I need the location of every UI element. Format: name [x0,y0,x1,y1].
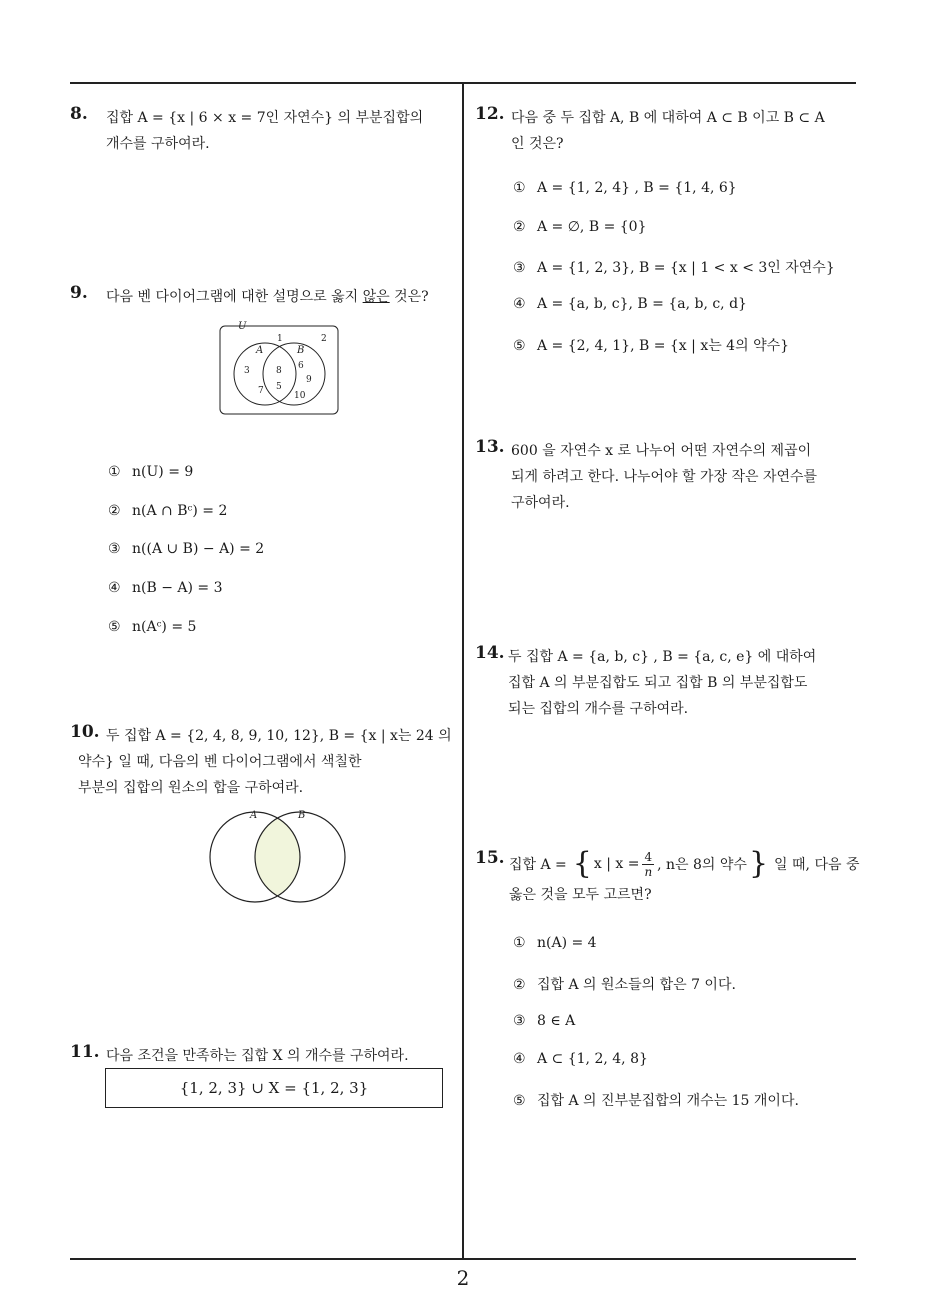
choice-mark: ② [513,219,526,235]
left-brace: { [572,846,592,881]
choice-text: n(Aᶜ) = 5 [132,619,197,635]
question-text-line: 되게 하려고 한다. 나누어야 할 가장 작은 자연수를 [511,469,818,485]
choice-mark: ② [513,977,526,993]
question-number: 11. [70,1042,100,1062]
question-text-part: 것은? [389,289,429,305]
set-b-label: B [298,810,306,821]
question-15-line1 [509,846,859,882]
choice-item[interactable] [108,464,193,480]
fraction [642,850,654,879]
choice-text: n((A ∪ B) − A) = 2 [132,541,265,557]
choice-item[interactable] [108,503,227,519]
question-number: 10. [70,722,100,742]
venn-element: 2 [321,334,327,344]
choice-text: n(A ∩ Bᶜ) = 2 [132,503,228,519]
choice-mark: ⑤ [108,619,121,635]
choice-mark: ⑤ [513,338,526,354]
question-number: 15. [475,848,505,868]
set-builder-right: , n은 8의 약수 [657,857,747,873]
choice-text: A = {1, 2, 3}, B = {x | 1 < x < 3인 자연수} [537,260,835,276]
question-text-part: 다음 벤 다이어그램에 대한 설명으로 옳지 [106,289,363,305]
question-text-line: 되는 집합의 개수를 구하여라. [508,701,689,717]
question-text [78,723,452,801]
question-text-line: 인 것은? [511,136,564,152]
choice-item[interactable] [513,257,835,277]
choice-mark: ③ [108,541,121,557]
choice-mark: ⑤ [513,1093,526,1109]
page-number: 2 [456,1266,470,1290]
question-text [106,105,423,157]
question-number: 12. [475,104,505,124]
choice-text: n(A) = 4 [537,935,597,951]
question-text-line: 다음 중 두 집합 A, B 에 대하여 A ⊂ B 이고 B ⊂ A [511,110,825,126]
venn-diagram-q9 [218,318,342,418]
fraction-denominator: n [644,864,653,879]
choice-mark: ④ [513,1051,526,1067]
choice-item[interactable] [108,580,223,596]
choice-item[interactable] [513,935,597,951]
choice-mark: ④ [513,296,526,312]
choice-item[interactable] [108,619,196,635]
question-text-line: 600 을 자연수 x 로 나누어 어떤 자연수의 제곱이 [511,443,812,459]
choice-text: n(B − A) = 3 [132,580,223,596]
set-a-label: A [256,345,264,356]
question-text [508,644,816,722]
choice-text: 집합 A 의 진부분집합의 개수는 15 개이다. [537,1093,799,1109]
choice-text: n(U) = 9 [132,464,194,480]
choice-mark: ② [108,503,121,519]
venn-element: 9 [306,375,312,385]
venn-element: 8 [276,366,282,376]
choice-item[interactable] [513,180,737,196]
question-number: 14. [475,643,505,663]
question-number: 9. [70,283,88,303]
right-brace: } [748,846,769,881]
choice-mark: ① [108,464,121,480]
choice-text: A ⊂ {1, 2, 4, 8} [537,1051,648,1067]
choice-item[interactable] [513,1090,799,1110]
set-builder-left: x | x = [593,856,640,872]
choice-item[interactable] [513,1051,648,1067]
choice-text: A = {2, 4, 1}, B = {x | x는 4의 약수} [537,338,790,354]
column-divider [462,83,464,1259]
choice-text: A = {a, b, c}, B = {a, b, c, d} [537,296,747,312]
venn-diagram-q10 [205,805,355,905]
choice-item[interactable] [513,974,736,994]
choice-mark: ③ [513,1013,526,1029]
choice-item[interactable] [513,1013,575,1029]
question-text [511,105,825,157]
choice-text: 8 ∈ A [537,1013,576,1029]
venn-element: 1 [277,334,283,344]
choice-mark: ① [513,180,526,196]
set-a-label: A [250,810,258,821]
set-b-label: B [297,345,305,356]
condition-box [105,1068,443,1108]
choice-text: A = ∅, B = {0} [537,219,647,235]
choice-item[interactable] [108,541,264,557]
bottom-rule [70,1258,856,1260]
venn-element: 5 [276,382,282,392]
choice-mark: ③ [513,260,526,276]
question-text [106,284,429,310]
venn-element: 6 [298,361,304,371]
venn-element: 7 [258,386,264,396]
choice-mark: ① [513,935,526,951]
underlined-word: 않은 [362,289,390,305]
question-text-line: 부분의 집합의 원소의 합을 구하여라. [78,780,304,796]
question-number: 8. [70,104,88,124]
question-text-line: 집합 A = {x | 6 × x = 7인 자연수} 의 부분집합의 [106,110,424,126]
universe-label: U [238,321,247,332]
choice-text: 집합 A 의 원소들의 합은 7 이다. [537,977,736,993]
venn-element: 3 [244,366,250,376]
choice-mark: ④ [108,580,121,596]
choice-item[interactable] [513,335,789,355]
condition-text: {1, 2, 3} ∪ X = {1, 2, 3} [179,1079,369,1097]
question-text [511,438,817,516]
question-text-line: 두 집합 A = {2, 4, 8, 9, 10, 12}, B = {x | x는 24 의 [106,728,452,744]
question-text-line: 개수를 구하여라. [106,136,210,152]
question-text-line: 구하여라. [511,495,570,511]
question-text-line: 두 집합 A = {a, b, c} , B = {a, c, e} 에 대하여 [508,649,817,665]
question-number: 13. [475,437,505,457]
question-text-part: 집합 A = [509,857,567,873]
question-text-line: 다음 조건을 만족하는 집합 X 의 개수를 구하여라. [106,1048,409,1064]
question-text [106,1043,409,1069]
question-text-line: 집합 A 의 부분집합도 되고 집합 B 의 부분집합도 [508,675,808,691]
question-text-part: 일 때, 다음 중 [774,857,860,873]
choice-item[interactable] [513,296,747,312]
question-15-line2: 옳은 것을 모두 고르면? [509,887,652,903]
choice-item[interactable] [513,219,646,235]
choice-text: A = {1, 2, 4} , B = {1, 4, 6} [537,180,737,196]
venn-element: 10 [294,391,306,401]
fraction-numerator: 4 [644,849,653,864]
question-text-line: 약수} 일 때, 다음의 벤 다이어그램에서 색칠한 [78,754,362,770]
